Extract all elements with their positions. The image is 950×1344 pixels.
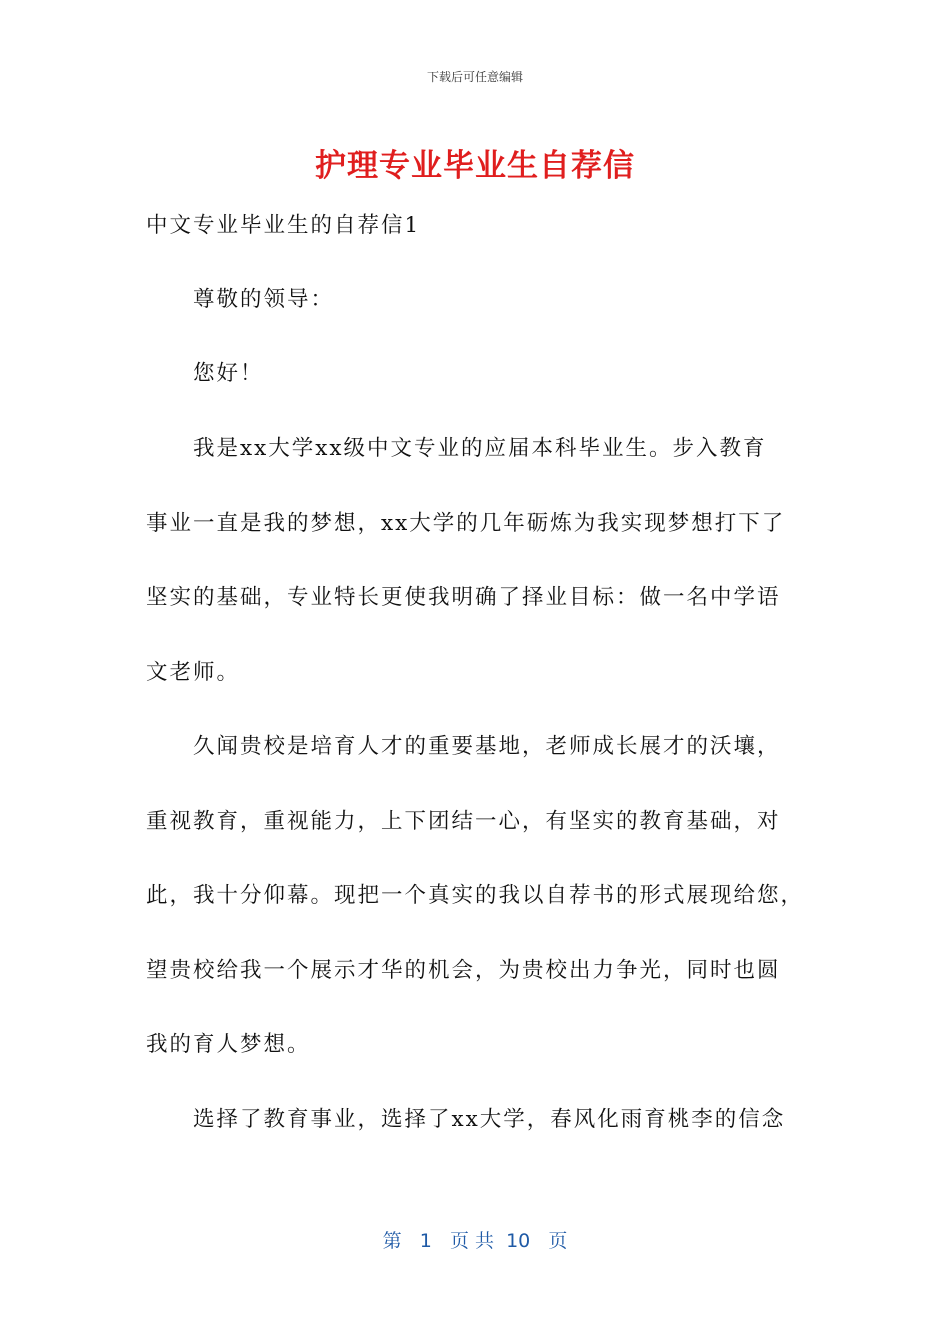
paragraph-line: 文老师。 bbox=[146, 660, 241, 685]
footer-middle: 页 共 bbox=[449, 1230, 494, 1252]
paragraph-line: 坚实的基础，专业特长更使我明确了择业目标：做一名中学语 bbox=[146, 585, 781, 610]
greeting: 您好！ bbox=[193, 361, 264, 386]
footer-prefix: 第 bbox=[382, 1230, 402, 1252]
salutation: 尊敬的领导： bbox=[193, 287, 335, 312]
current-page-number: 1 bbox=[419, 1230, 432, 1252]
paragraph-line: 我的育人梦想。 bbox=[146, 1032, 311, 1057]
paragraph-line: 选择了教育事业，选择了xx大学，春风化雨育桃李的信念 bbox=[193, 1107, 786, 1132]
paragraph-line: 此，我十分仰幕。现把一个真实的我以自荐书的形式展现给您， bbox=[146, 883, 805, 908]
paragraph-line: 望贵校给我一个展示才华的机会，为贵校出力争光，同时也圆 bbox=[146, 958, 781, 983]
paragraph-line: 久闻贵校是培育人才的重要基地，老师成长展才的沃壤， bbox=[193, 734, 781, 759]
paragraph-line: 事业一直是我的梦想，xx大学的几年砺炼为我实现梦想打下了 bbox=[146, 511, 786, 536]
paragraph-line: 我是xx大学xx级中文专业的应届本科毕业生。步入教育 bbox=[193, 436, 767, 461]
header-note: 下载后可任意编辑 bbox=[426, 70, 523, 84]
footer-suffix: 页 bbox=[548, 1230, 568, 1252]
subtitle-line: 中文专业毕业生的自荐信1 bbox=[146, 213, 421, 238]
paragraph-line: 重视教育，重视能力，上下团结一心，有坚实的教育基础，对 bbox=[146, 809, 781, 834]
total-pages-number: 10 bbox=[506, 1230, 531, 1252]
document-title: 护理专业毕业生自荐信 bbox=[315, 148, 635, 184]
page-footer bbox=[0, 1226, 950, 1253]
